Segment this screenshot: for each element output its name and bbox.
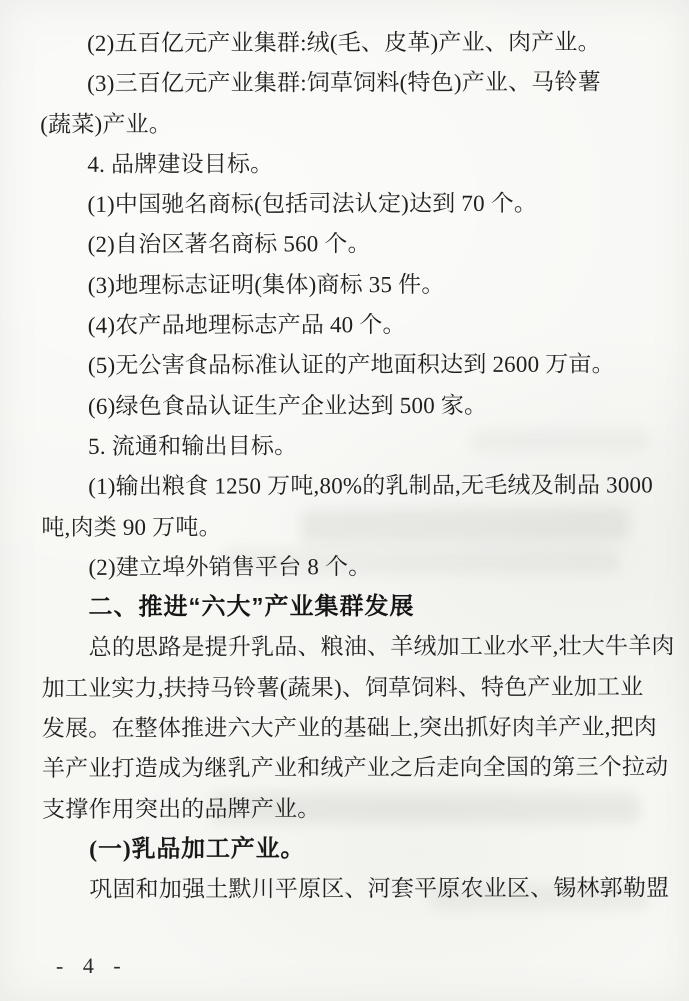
doc-line-continuation: 羊产业打造成为继乳产业和绒产业之后走向全国的第三个拉动: [41, 754, 669, 782]
doc-line-numbered-item: 4. 品牌建设目标。: [87, 151, 274, 177]
doc-line-list-item: (3)地理标志证明(集体)商标 35 件。: [87, 271, 445, 298]
doc-line-list-item: (1)中国驰名商标(包括司法认定)达到 70 个。: [87, 190, 538, 218]
doc-line-list-item: (2)自治区著名商标 560 个。: [87, 231, 371, 258]
page-number: - 4 -: [55, 952, 125, 979]
doc-line-numbered-item: 5. 流通和输出目标。: [88, 433, 298, 459]
doc-line-list-item: (4)农产品地理标志产品 40 个。: [87, 312, 406, 338]
doc-line-paragraph: 总的思路是提升乳品、粮油、羊绒加工业水平,壮大牛羊肉: [88, 633, 675, 661]
doc-line-list-item: (6)绿色食品认证生产企业达到 500 家。: [87, 392, 488, 419]
doc-line-continuation: (蔬菜)产业。: [40, 111, 173, 137]
doc-line-list-item: (5)无公害食品标准认证的产地面积达到 2600 万亩。: [87, 351, 615, 379]
doc-line-list-item: (3)三百亿元产业集群:饲草饲料(特色)产业、马铃薯: [87, 69, 601, 97]
subsection-heading: (一)乳品加工产业。: [89, 836, 306, 863]
doc-line-list-item: (2)建立埠外销售平台 8 个。: [88, 553, 372, 580]
doc-line-continuation: 吨,肉类 90 万吨。: [41, 514, 222, 540]
section-heading: 二、推进“六大”产业集群发展: [88, 593, 415, 622]
doc-line-continuation: 加工业实力,扶持马铃薯(蔬果)、饲草饲料、特色产业加工业: [41, 674, 644, 701]
document-body: [40, 22, 675, 910]
doc-line-list-item: (2)五百亿元产业集群:绒(毛、皮革)产业、肉产业。: [87, 29, 601, 56]
doc-line-paragraph: 巩固和加强土默川平原区、河套平原农业区、锡林郭勒盟: [89, 875, 670, 903]
doc-line-continuation: 发展。在整体推进六大产业的基础上,突出抓好肉羊产业,把肉: [41, 714, 657, 742]
doc-line-continuation: 支撑作用突出的品牌产业。: [42, 795, 321, 822]
doc-line-list-item: (1)输出粮食 1250 万吨,80%的乳制品,无毛绒及制品 3000: [88, 472, 653, 500]
